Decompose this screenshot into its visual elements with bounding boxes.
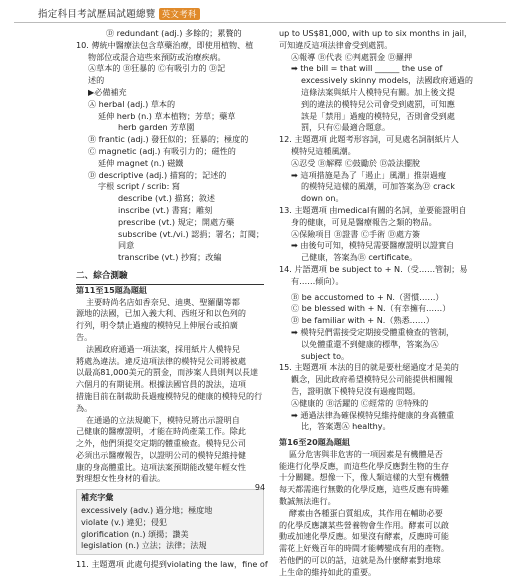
vocab-item: violate (v.) 違犯；侵犯 bbox=[81, 516, 168, 527]
right-column bbox=[279, 28, 473, 577]
left-line: transcribe (vt.) 抄寫；改編 bbox=[118, 252, 222, 263]
vocab-box bbox=[76, 489, 264, 555]
left-line: 同意 bbox=[118, 240, 135, 251]
left-line: inscribe (vt.) 書寫；雕刻 bbox=[118, 204, 213, 215]
right-line: 能進行化學反應，而這些化學反應對生物的生存 bbox=[279, 460, 449, 471]
left-line: 對理想女性身材的看法。 bbox=[76, 473, 166, 484]
left-line: Ⓐ草本的 Ⓑ狂暴的 Ⓒ有吸引力的 Ⓓ記 bbox=[88, 63, 226, 74]
left-line: 之外，他們須提交定期的體重檢查。模特兒公司 bbox=[76, 438, 246, 449]
page-header bbox=[14, 6, 506, 23]
right-line: 的模特兒這樣的風潮，可加答案為Ⓓ crack bbox=[301, 181, 455, 192]
vocab-item: excessively (adv.) 過分地；極度地 bbox=[81, 505, 213, 516]
vocab-item: glorification (n.) 頌揚；讚美 bbox=[81, 528, 189, 539]
left-line: 以最高81,000美元的罰金，而涉案人員則判以長達 bbox=[76, 367, 259, 378]
right-line: subject to。 bbox=[301, 350, 350, 361]
left-line: Ⓒ magnetic (adj.) 有吸引力的；磁性的 bbox=[88, 145, 236, 156]
right-line: 有……傾向）。 bbox=[291, 275, 344, 286]
right-line: 上生命的維持如此的重要。 bbox=[279, 566, 377, 577]
right-line: 以免體重還不到健康的標準，答案為Ⓐ bbox=[301, 338, 439, 349]
page-number: 94 bbox=[254, 483, 266, 492]
right-line: 13. 主題選項 由medical有關的名詞，並要能證明自 bbox=[279, 204, 467, 215]
right-line: 罰，只有Ⓒ最適合題意。 bbox=[301, 122, 391, 133]
right-line: 這條法案與紙片人模特兒有關。加上後文提 bbox=[301, 86, 455, 97]
right-line: Ⓐ保險項目 Ⓑ證書 Ⓒ手術 Ⓓ處方簽 bbox=[291, 228, 421, 239]
right-line: 該是「禁用」過瘦的模特兒，否則會受到處 bbox=[301, 110, 455, 121]
right-line: 若他們的可以的話，這就是為什麼酵素對地球 bbox=[279, 555, 441, 566]
left-line: 字根 script / scrib: 寫 bbox=[98, 181, 180, 192]
left-line: 康的身高體重比。這項法案預期能改變年輕女性 bbox=[76, 461, 246, 472]
right-line: ➡ 這項措施是為了「遏止」風潮」推崇過瘦 bbox=[291, 169, 447, 180]
right-line: up to US$81,000, with up to six months in jail， bbox=[279, 28, 473, 38]
left-line: 行列，明令禁止過瘦的模特兒上伸展台或拍廣 bbox=[76, 320, 238, 331]
right-line: excessively skinny models，法國政府通過的 bbox=[301, 75, 473, 86]
question-11-explanation: 11. 主題選項 此處句提到violating the law，fine of bbox=[76, 559, 268, 570]
header-title-text: 指定科目考試歷屆試題總覽 bbox=[38, 9, 156, 20]
left-line: 告。 bbox=[76, 331, 93, 342]
header-title bbox=[38, 6, 200, 20]
left-line: 物部位或混合這些來預防或治療疾病。 bbox=[88, 51, 226, 62]
left-line: 必須出示醫療報告，以證明公司的模特兒維持健 bbox=[76, 449, 246, 460]
right-line: ➡ the bill = that will ______ the use of bbox=[291, 63, 443, 74]
right-line: 到的違法的模特兒公司會受到處罰，可知應 bbox=[301, 98, 455, 109]
left-line: 延伸 magnet (n.) 磁鐵 bbox=[98, 157, 184, 168]
right-line: 比，答案選Ⓐ healthy。 bbox=[301, 421, 391, 432]
right-line: 需花上好幾百年的時間才能轉變成有用的產物。 bbox=[279, 543, 449, 554]
left-line: prescribe (vt.) 規定；開處方藥 bbox=[118, 216, 235, 227]
left-line: 主要時尚名店如香奈兒、迪奧、聖羅蘭等都 bbox=[86, 296, 240, 307]
right-line: Ⓐ健康的 Ⓑ活躍的 Ⓒ經常的 Ⓓ特殊的 bbox=[291, 397, 429, 408]
right-line: 身的健康，可見是醫療報告之類的物品。 bbox=[291, 216, 437, 227]
right-line: 第16至20題為題組 bbox=[279, 437, 351, 448]
subject-badge: 英文考科 bbox=[159, 8, 200, 20]
left-line bbox=[76, 264, 264, 268]
vocab-item: legislation (n.) 立法；法律；法規 bbox=[81, 540, 207, 551]
left-line: 源地的法國，已加入義大利、西班牙和以色列的 bbox=[76, 308, 246, 319]
right-line: ➡ 通過法律為確保模特兒維持健康的身高體重 bbox=[291, 409, 455, 420]
right-line: 動或加速化學反應。如果沒有酵素，反應時可能 bbox=[279, 531, 449, 542]
left-line: ▶必備補充 bbox=[88, 86, 127, 97]
right-line: Ⓒ be blessed with + N.（有幸擁有……） bbox=[291, 303, 451, 314]
right-line: 的化學反應讓某些營養物會生作用。酵素可以啟 bbox=[279, 519, 449, 530]
right-line: 12. 主題選項 此題考形容詞，可見處名詞制紙片人 bbox=[279, 134, 459, 145]
right-line: ➡ 由後句可知，模特兒需要醫療證明以證實自 bbox=[291, 240, 455, 251]
right-line: 14. 片語選項 be subject to + N.（受……管制；易 bbox=[279, 263, 468, 274]
left-line: 延伸 herb (n.) 草本植物；芳草；藥草 bbox=[98, 110, 236, 121]
left-line: 法國政府通過一項法案，採用紙片人模特兒 bbox=[86, 343, 240, 354]
left-line: Ⓓ redundant (adj.) 多餘的；累贅的 bbox=[106, 28, 242, 38]
right-line: Ⓑ be accustomed to + N.（習慣……） bbox=[291, 291, 444, 302]
right-line: 模特兒這種風潮。 bbox=[291, 145, 356, 156]
left-line: Ⓑ frantic (adj.) 發狂似的；狂暴的；極度的 bbox=[88, 134, 249, 145]
vocab-title: 補充字彙 bbox=[81, 492, 114, 503]
left-line: 10. 傳統中醫療法包含草藥治療，即使用植物、植 bbox=[76, 39, 254, 50]
right-line: Ⓓ be familiar with + N.（熟悉……） bbox=[291, 315, 434, 326]
right-line: 數誠無法進行。 bbox=[279, 496, 336, 507]
left-line: 為。 bbox=[76, 402, 93, 413]
left-line: Ⓓ descriptive (adj.) 描寫的；記述的 bbox=[88, 169, 227, 180]
right-line: Ⓐ報導 Ⓑ代表 Ⓒ判處罰金 Ⓓ羅押 bbox=[291, 51, 413, 62]
right-line: Ⓐ忍受 Ⓑ解釋 Ⓒ鼓勵於 Ⓓ設法擺脫 bbox=[291, 157, 421, 168]
left-line: 將處為違法。違反這項法律的模特兒公司將被處 bbox=[76, 355, 246, 366]
right-line: 15. 主題選項 本法的目的就是要杜絕過度才是美的 bbox=[279, 362, 459, 373]
left-line: 述的 bbox=[88, 75, 105, 86]
right-line: 可知違反這項法律會受到處罰。 bbox=[279, 39, 393, 50]
left-line: 措施目前在制裁助長過瘦模特兒的健康的模特兒的行 bbox=[76, 390, 263, 401]
left-line: 六個月的有期徒刑。根據法國官員的說法，這項 bbox=[76, 379, 246, 390]
right-line: 告，證明旗下模特兒沒有過瘦問題。 bbox=[291, 385, 421, 396]
right-line: 區分危害與非危害的一項因素是有機體是否 bbox=[289, 448, 443, 459]
right-line: 酵素由各種蛋白質組成，其作用在輔助必要 bbox=[289, 507, 443, 518]
right-line: 己健康，答案為Ⓑ certificate。 bbox=[301, 252, 418, 263]
left-line: Ⓐ herbal (adj.) 草本的 bbox=[88, 98, 176, 109]
right-line: 十分關鍵。想像一下，像人類這樣的大型有機體 bbox=[279, 472, 449, 483]
left-line: 在通過的立法規範下，模特兒將出示證明自 bbox=[86, 414, 240, 425]
left-line: subscribe (vt./vi.) 認捐；署名；訂閱； bbox=[118, 228, 265, 239]
right-line: 每天都需進行無數的化學反應，這些反應有時難 bbox=[279, 484, 449, 495]
right-line: ➡ 模特兒們需接受定期接受體重檢查的管制， bbox=[291, 326, 455, 337]
left-line: 第11至15題為題組 bbox=[76, 284, 148, 295]
right-line: down on。 bbox=[301, 193, 344, 204]
left-line: herb garden 芳草園 bbox=[118, 122, 195, 133]
right-line: 觀念，因此政府希望模特兒公司能提供相關報 bbox=[291, 374, 453, 385]
left-line: 二、綜合測驗 bbox=[76, 271, 264, 285]
left-line: 己健康的醫療證明，才能在時尚產業工作。除此 bbox=[76, 426, 246, 437]
left-line: describe (vt.) 描寫；敘述 bbox=[118, 193, 215, 204]
